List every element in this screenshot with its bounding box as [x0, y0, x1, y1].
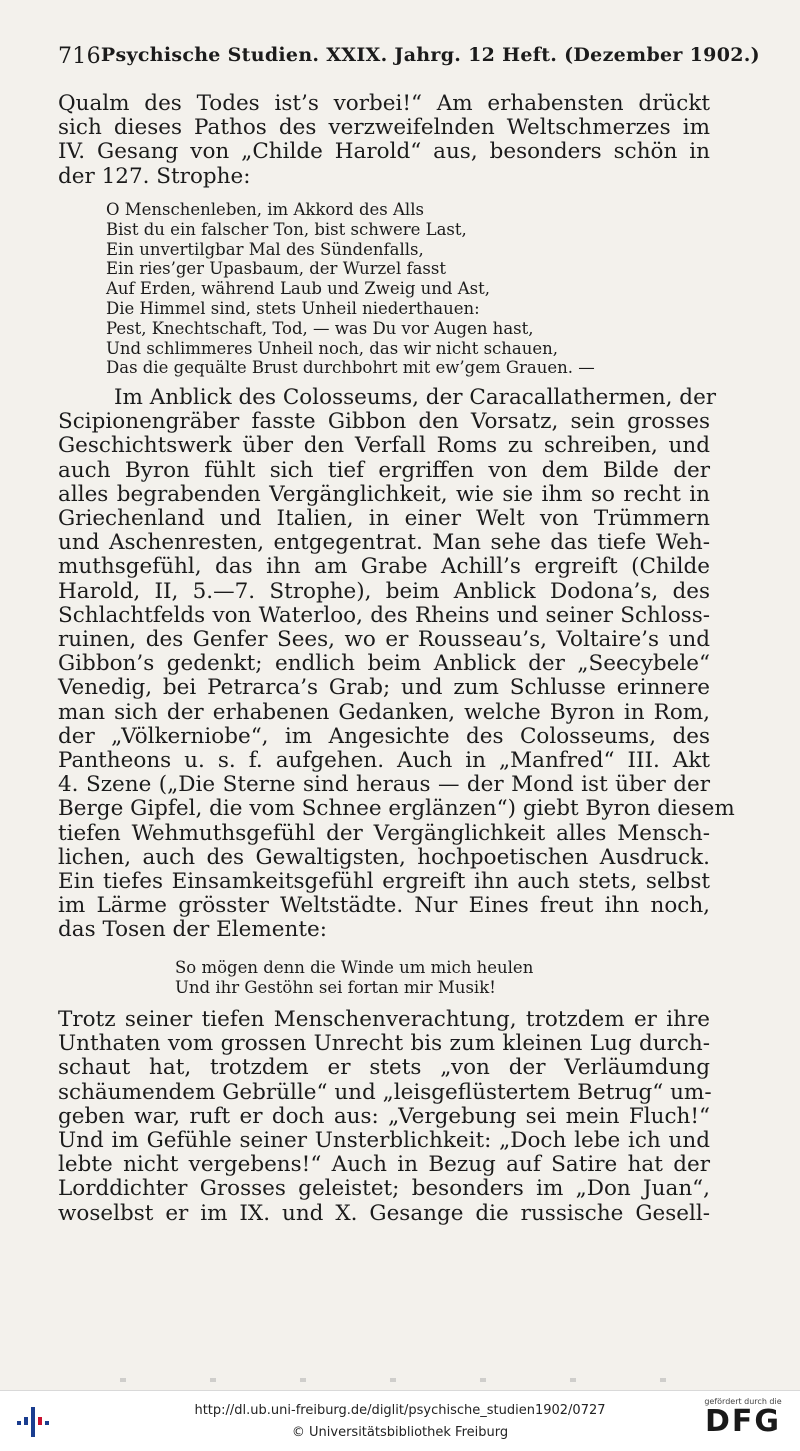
text-line: Und im Gefühle seiner Unsterblichkeit: „Doch lebe ich und	[58, 1128, 710, 1154]
verse-line: Bist du ein falscher Ton, bist schwere Last,	[106, 219, 467, 239]
text-line: 4. Szene („Die Sterne sind heraus — der Mond ist über der	[58, 772, 710, 798]
text-line: lebte nicht vergebens!“ Auch in Bezug auf Satire hat der	[58, 1152, 710, 1178]
source-url-link[interactable]: http://dl.ub.uni-freiburg.de/diglit/psychische_studien1902/0727	[194, 1403, 606, 1418]
text-line: auch Byron fühlt sich tief ergriffen von dem Bilde der	[58, 457, 710, 483]
text-line: Trotz seiner tiefen Menschenverachtung, trotzdem er ihre	[58, 1007, 710, 1032]
verse-line: Das die gequälte Brust durchbohrt mit ew’gem Grauen. —	[106, 358, 595, 378]
text-line: geben war, ruft er doch aus: „Vergebung sei mein Fluch!“	[58, 1103, 710, 1129]
verse-line: So mögen denn die Winde um mich heulen	[175, 958, 534, 977]
text-line: schäumendem Gebrülle“ und „leisgeflüstertem Betrug“ um-	[58, 1079, 712, 1105]
text-line: Lorddichter Grosses geleistet; besonders im „Don Juan“,	[58, 1176, 710, 1202]
text-line: IV. Gesang von „Childe Harold“ aus, besonders schön in	[58, 139, 710, 165]
text-line: Harold, II, 5.—7. Strophe), beim Anblick Dodona’s, des	[58, 578, 710, 604]
verse-line: Und ihr Gestöhn sei fortan mir Musik!	[175, 977, 496, 997]
text-line: Schlachtfelds von Waterloo, des Rheins und seiner Schloss-	[58, 602, 710, 628]
text-line: sich dieses Pathos des verzweifelnden Weltschmerzes im	[58, 115, 710, 141]
text-line: tiefen Wehmuthsgefühl der Vergänglichkeit alles Mensch-	[58, 820, 710, 846]
text-line: lichen, auch des Gewaltigsten, hochpoetischen Ausdruck.	[58, 844, 710, 870]
text-line: Im Anblick des Colosseums, der Caracallathermen, der	[114, 385, 717, 410]
text-line: alles begrabenden Vergänglichkeit, wie sie ihm so recht in	[58, 481, 710, 507]
text-line: woselbst er im IX. und X. Gesange die russische Gesell-	[58, 1200, 710, 1226]
verse-line: Pest, Knechtschaft, Tod, — was Du vor Augen hast,	[106, 318, 534, 338]
dfg-wordmark: DFG	[704, 1404, 782, 1439]
text-line: der 127. Strophe:	[58, 163, 251, 189]
dfg-logo	[698, 1397, 788, 1438]
scan-artifact	[120, 1378, 680, 1382]
text-line: Griechenland und Italien, in einer Welt von Trümmern	[58, 506, 710, 532]
text-line: im Lärme grösster Weltstädte. Nur Eines freut ihn noch,	[58, 893, 710, 919]
verse-line: Ein unvertilgbar Mal des Sündenfalls,	[106, 239, 424, 259]
dfg-tagline: gefördert durch die	[704, 1397, 782, 1406]
running-header	[58, 44, 760, 69]
text-line: und Aschenresten, entgegentrat. Man sehe das tiefe Weh-	[58, 530, 710, 556]
text-line: der „Völkerniobe“, im Angesichte des Colosseums, des	[58, 723, 710, 749]
copyright-notice: © Universitätsbibliothek Freiburg	[291, 1425, 509, 1440]
text-line: Ein tiefes Einsamkeitsgefühl ergreift ihn auch stets, selbst	[58, 869, 710, 895]
verse-line: Auf Erden, während Laub und Zweig und Ast,	[106, 279, 490, 299]
paragraph-3	[58, 1008, 710, 1226]
text-line: Berge Gipfel, die vom Schnee erglänzen“) giebt Byron diesem	[58, 796, 735, 822]
viewer-footer	[0, 1390, 800, 1451]
text-line: Gibbon’s gedenkt; endlich beim Anblick der „Seecybele“	[58, 651, 710, 677]
text-line: muthsgefühl, das ihn am Grabe Achill’s ergreift (Childe	[58, 554, 710, 580]
running-title: Psychische Studien. XXIX. Jahrg. 12 Heft. (Dezember 1902.)	[100, 44, 760, 66]
verse-line: O Menschenleben, im Akkord des Alls	[106, 200, 424, 219]
verse-line: Die Himmel sind, stets Unheil niederthauen:	[106, 298, 480, 318]
paragraph-1	[58, 92, 710, 189]
verse-quote-2	[175, 958, 695, 998]
text-line: das Tosen der Elemente:	[58, 917, 327, 943]
paragraph-2	[58, 385, 735, 943]
verse-quote-1	[106, 200, 706, 378]
text-line: schaut hat, trotzdem er stets „von der Verläumdung	[58, 1055, 710, 1081]
page-number: 716	[58, 44, 101, 69]
text-line: Venedig, bei Petrarca’s Grab; und zum Schlusse erinnere	[58, 675, 710, 701]
verse-line: Ein ries’ger Upasbaum, der Wurzel fasst	[106, 259, 446, 279]
text-line: Scipionengräber fasste Gibbon den Vorsatz, sein grosses	[58, 409, 710, 435]
verse-line: Und schlimmeres Unheil noch, das wir nicht schauen,	[106, 338, 559, 358]
text-line: Pantheons u. s. f. aufgehen. Auch in „Manfred“ III. Akt	[58, 748, 710, 774]
text-line: Geschichtswerk über den Verfall Roms zu schreiben, und	[58, 433, 710, 459]
text-line: man sich der erhabenen Gedanken, welche Byron in Rom,	[58, 699, 710, 725]
text-line: ruinen, des Genfer Sees, wo er Rousseau’s, Voltaire’s und	[58, 627, 710, 653]
text-line: Unthaten vom grossen Unrecht bis zum kleinen Lug durch-	[58, 1031, 710, 1057]
text-line: Qualm des Todes ist’s vorbei!“ Am erhabensten drückt	[58, 91, 710, 116]
